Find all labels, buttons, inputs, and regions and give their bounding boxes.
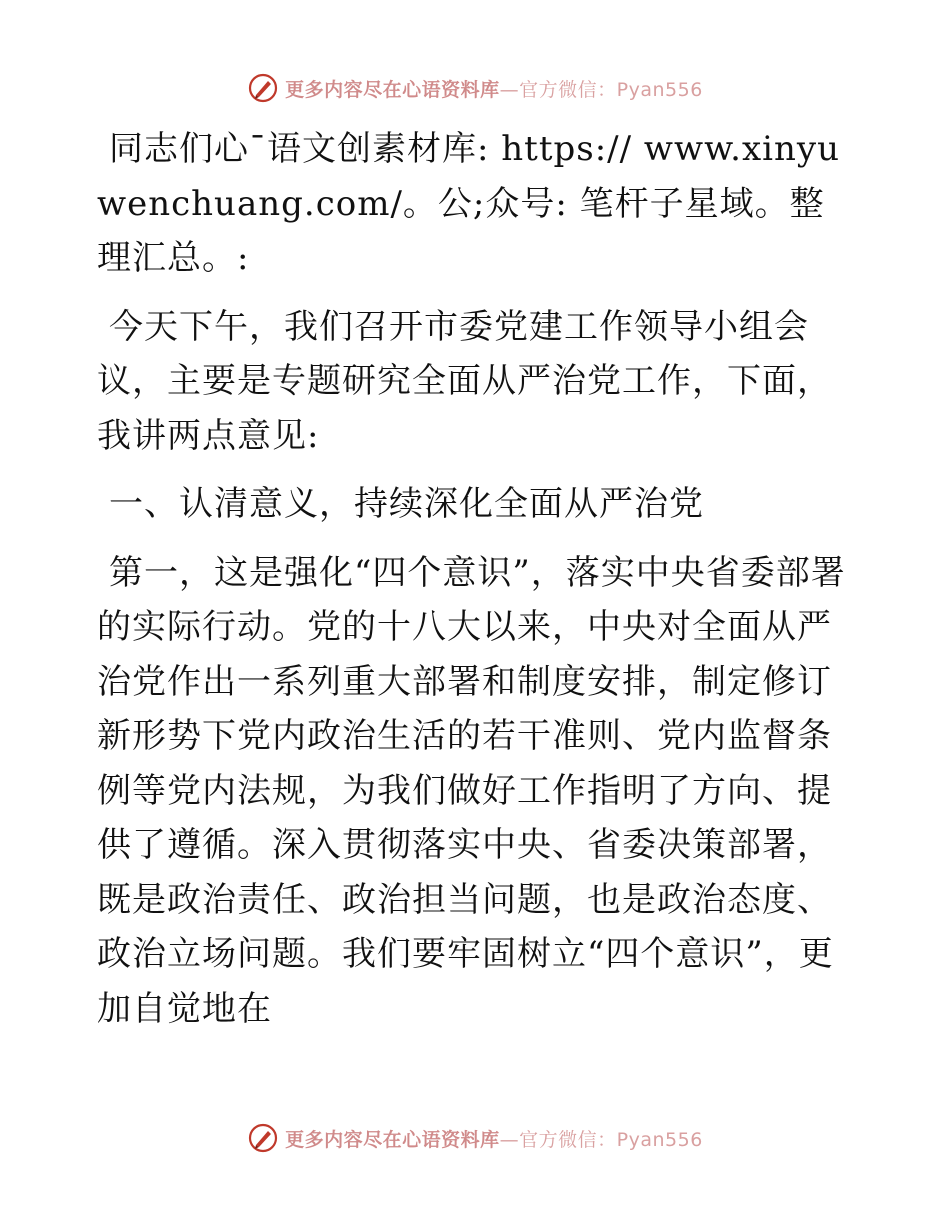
footer-banner	[0, 1122, 950, 1154]
header-banner	[0, 72, 950, 104]
pen-logo-icon	[247, 1122, 279, 1154]
paragraph-intro: 同志们心¯语文创素材库: https:// www.xinyuwenchuang.com/。公;众号: 笔杆子星域。整理汇总。:	[97, 129, 841, 278]
pen-logo-icon	[247, 72, 279, 104]
document-body	[97, 122, 857, 1050]
paragraph-first-point: 第一，这是强化“四个意识”，落实中央省委部署的实际行动。党的十八大以来，中央对全面从严治党作出一系列重大部署和制度安排，制定修订新形势下党内政治生活的若干准则、党内监督条例等党内法规，为我们做好工作指明了方向、提供了遵循。深入贯彻落实中央、省委决策部署，既是政治责任、政治担当问题，也是政治态度、政治立场问题。我们要牢固树立“四个意识”，更加自觉地在	[97, 552, 846, 1029]
banner-text: 更多内容尽在心语资料库—官方微信：Pyan556	[285, 1128, 703, 1151]
banner-text: 更多内容尽在心语资料库—官方微信：Pyan556	[285, 78, 703, 101]
paragraph-opening: 今天下午，我们召开市委党建工作领导小组会议，主要是专题研究全面从严治党工作，下面，我讲两点意见:	[97, 306, 832, 456]
section-heading-one: 一、认清意义，持续深化全面从严治党	[109, 484, 704, 524]
